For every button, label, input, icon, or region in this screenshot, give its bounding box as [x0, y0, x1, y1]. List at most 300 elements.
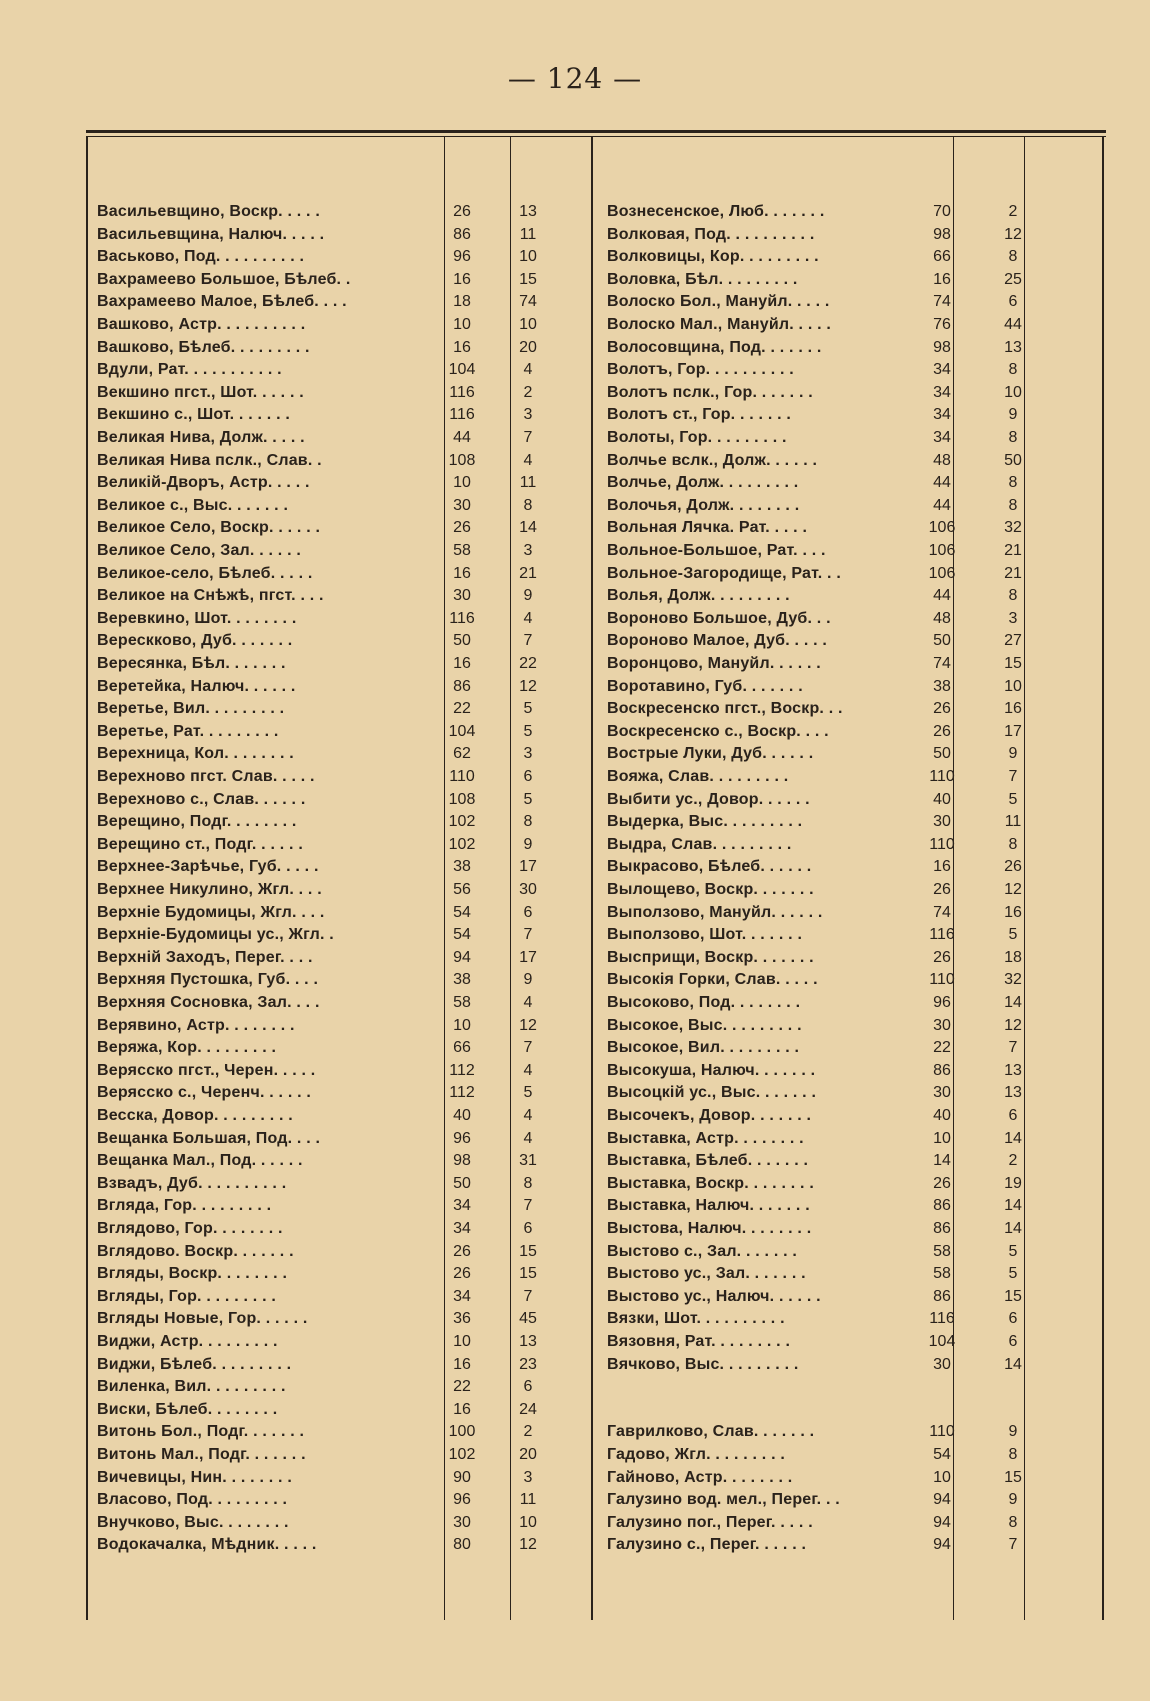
square-number: 12 — [1004, 881, 1022, 898]
square-number: 14 — [1004, 1220, 1022, 1237]
place-name: Высокуша, Налюч. . . . . . . — [607, 1061, 816, 1079]
table-row — [86, 584, 1106, 607]
square-number: 14 — [519, 519, 537, 537]
square-number: 7 — [523, 429, 533, 446]
square-number: 8 — [1008, 496, 1018, 514]
place-name: Выползово, Шот. . . . . . . — [607, 926, 803, 944]
map-sheet-number: 74 — [933, 655, 951, 672]
place-name: Веряжа, Кор. . . . . . . . . — [97, 1039, 277, 1057]
square-number: 4 — [523, 609, 533, 627]
table-row — [86, 1398, 1106, 1421]
square-number: 10 — [1004, 383, 1022, 401]
place-name: Веретейка, Налюч. . . . . . — [97, 677, 296, 695]
square-number: 15 — [519, 270, 537, 288]
square-number: 6 — [1008, 293, 1018, 311]
place-name: Высокія Горки, Слав. . . . . — [607, 971, 818, 989]
square-number: 2 — [1008, 203, 1018, 220]
place-name: Великая Нива пслк., Слав. . — [97, 451, 322, 469]
square-number: 7 — [523, 632, 533, 650]
place-name: Веревкино, Шот. . . . . . . . — [97, 609, 297, 627]
place-name: Высокое, Вил. . . . . . . . . — [607, 1039, 800, 1057]
square-number: 45 — [519, 1310, 537, 1328]
place-name: Воскресенско пгст., Воскр. . . — [607, 700, 843, 718]
table-row — [86, 426, 1106, 449]
place-name: Вглядово, Гор. . . . . . . . — [97, 1220, 283, 1237]
square-number: 21 — [1004, 564, 1022, 582]
map-sheet-number: 110 — [929, 971, 955, 989]
place-name: Волчье, Долж. . . . . . . . . — [607, 474, 799, 492]
place-name: Вознесенское, Люб. . . . . . . — [607, 203, 825, 220]
square-number: 50 — [1004, 451, 1022, 469]
map-sheet-number: 54 — [453, 926, 471, 944]
map-sheet-number: 98 — [933, 225, 951, 243]
square-number: 31 — [519, 1152, 537, 1170]
table-row — [86, 1353, 1106, 1376]
square-number: 10 — [519, 316, 537, 333]
square-number: 13 — [1004, 1061, 1022, 1079]
square-number: 6 — [523, 903, 533, 921]
square-number: 14 — [1004, 1129, 1022, 1147]
place-name: Волочья, Долж. . . . . . . . — [607, 496, 800, 514]
square-number: 10 — [519, 1513, 537, 1531]
map-sheet-number: 26 — [453, 519, 471, 537]
place-name: Вахрамеево Малое, Бѣлеб. . . . — [97, 293, 347, 311]
square-number: 2 — [523, 383, 533, 401]
map-sheet-number: 116 — [449, 609, 475, 627]
square-number: 8 — [1008, 587, 1018, 605]
table-row — [86, 1081, 1106, 1104]
place-name: Великая Нива, Долж. . . . . — [97, 429, 305, 446]
map-sheet-number: 10 — [453, 316, 471, 333]
place-name: Выползово, Мануйл. . . . . . — [607, 903, 823, 921]
square-number: 14 — [1004, 1355, 1022, 1373]
place-name: Воловка, Бѣл. . . . . . . . . — [607, 270, 798, 288]
square-number: 14 — [1004, 994, 1022, 1011]
place-name: Вещанка Мал., Под. . . . . . — [97, 1152, 303, 1170]
table-row — [86, 381, 1106, 404]
map-sheet-number: 110 — [929, 835, 955, 853]
square-number: 30 — [519, 881, 537, 898]
square-number: 5 — [1008, 926, 1018, 944]
place-name: Волковая, Под. . . . . . . . . . — [607, 225, 815, 243]
map-sheet-number: 74 — [933, 293, 951, 311]
map-sheet-number: 16 — [453, 564, 471, 582]
square-number: 4 — [523, 1107, 533, 1124]
square-number: 19 — [1004, 1174, 1022, 1192]
square-number: 6 — [1008, 1333, 1018, 1350]
place-name: Власово, Под. . . . . . . . . — [97, 1491, 288, 1509]
map-sheet-number: 40 — [453, 1107, 471, 1124]
place-name: Воскресенско с., Воскр. . . . — [607, 722, 829, 740]
map-sheet-number: 22 — [453, 1378, 471, 1396]
square-number: 6 — [523, 1220, 533, 1237]
square-number: 13 — [519, 203, 537, 220]
square-number: 15 — [1004, 1468, 1022, 1486]
map-sheet-number: 26 — [933, 700, 951, 718]
square-number: 12 — [519, 1016, 537, 1034]
place-name: Вязки, Шот. . . . . . . . . . — [607, 1310, 785, 1328]
table-row — [86, 1059, 1106, 1082]
place-name: Вылощево, Воскр. . . . . . . — [607, 881, 814, 898]
place-name: Вгляды, Гор. . . . . . . . . — [97, 1287, 277, 1305]
place-name: Веретье, Вил. . . . . . . . . — [97, 700, 285, 718]
place-name: Васьково, Под. . . . . . . . . . — [97, 248, 305, 266]
place-name: Витонь Мал., Подг. . . . . . . — [97, 1446, 306, 1463]
square-number: 5 — [523, 700, 533, 718]
table-row — [86, 1240, 1106, 1263]
square-number: 7 — [523, 1039, 533, 1057]
place-name: Выкрасово, Бѣлеб. . . . . . — [607, 858, 812, 876]
square-number: 12 — [519, 677, 537, 695]
map-sheet-number: 86 — [933, 1061, 951, 1079]
table-row — [86, 268, 1106, 291]
square-number: 7 — [523, 1287, 533, 1305]
place-name: Вгляды Новые, Гор. . . . . . — [97, 1310, 308, 1328]
map-sheet-number: 110 — [449, 768, 475, 785]
place-name: Вязовня, Рат. . . . . . . . . — [607, 1333, 791, 1350]
map-sheet-number: 106 — [928, 519, 956, 537]
place-name: Верхнее Никулино, Жгл. . . . — [97, 881, 322, 898]
map-sheet-number: 110 — [929, 1423, 955, 1441]
table-row — [86, 1330, 1106, 1353]
place-name: Виски, Бѣлеб. . . . . . . . — [97, 1400, 278, 1418]
square-number: 7 — [1008, 1039, 1018, 1057]
map-sheet-number: 34 — [933, 429, 951, 446]
square-number: 21 — [519, 564, 537, 582]
map-sheet-number: 86 — [933, 1220, 951, 1237]
square-number: 2 — [1008, 1152, 1018, 1170]
map-sheet-number: 104 — [928, 1333, 956, 1350]
square-number: 8 — [523, 496, 533, 514]
square-number: 6 — [1008, 1310, 1018, 1328]
map-sheet-number: 30 — [933, 1355, 951, 1373]
map-sheet-number: 38 — [453, 858, 471, 876]
place-name: Виджи, Астр. . . . . . . . . — [97, 1333, 278, 1350]
place-name: Великій-Дворъ, Астр. . . . . — [97, 474, 310, 492]
place-name: Вдули, Рат. . . . . . . . . . . — [97, 361, 282, 379]
place-name: Верескково, Дуб. . . . . . . — [97, 632, 293, 650]
square-number: 11 — [519, 1491, 537, 1509]
square-number: 15 — [1004, 655, 1022, 672]
map-sheet-number: 18 — [453, 293, 471, 311]
map-sheet-number: 66 — [453, 1039, 471, 1057]
table-row — [86, 833, 1106, 856]
map-sheet-number: 16 — [453, 338, 471, 356]
map-sheet-number: 90 — [453, 1468, 471, 1486]
table-row — [86, 697, 1106, 720]
place-name: Великое-село, Бѣлеб. . . . . — [97, 564, 313, 582]
place-name: Верехново с., Слав. . . . . . — [97, 790, 306, 808]
map-sheet-number: 96 — [453, 1129, 471, 1147]
map-sheet-number: 104 — [448, 722, 476, 740]
map-sheet-number: 26 — [453, 203, 471, 220]
map-sheet-number: 108 — [448, 451, 476, 469]
place-name: Вольная Лячка. Рат. . . . . — [607, 519, 808, 537]
map-sheet-number: 30 — [933, 813, 951, 831]
square-number: 5 — [1008, 1242, 1018, 1260]
map-sheet-number: 74 — [933, 903, 951, 921]
square-number: 9 — [1008, 1491, 1018, 1509]
table-top-rule — [86, 130, 1106, 133]
table-row — [86, 200, 1106, 223]
table-row — [86, 336, 1106, 359]
place-name: Гадово, Жгл. . . . . . . . . — [607, 1446, 786, 1463]
square-number: 3 — [523, 745, 533, 763]
map-sheet-number: 44 — [933, 474, 951, 492]
square-number: 7 — [1008, 768, 1018, 785]
table-row — [86, 968, 1106, 991]
square-number: 5 — [523, 790, 533, 808]
place-name: Веретье, Рат. . . . . . . . . — [97, 722, 279, 740]
table-row — [86, 516, 1106, 539]
table-row — [86, 675, 1106, 698]
table-row — [86, 1127, 1106, 1150]
map-sheet-number: 16 — [453, 655, 471, 672]
square-number: 5 — [1008, 790, 1018, 808]
place-name: Волоско Бол., Мануйл. . . . . — [607, 293, 830, 311]
place-name: Верхняя Сосновка, Зал. . . . — [97, 994, 320, 1011]
table-row — [86, 1262, 1106, 1285]
table-row — [86, 901, 1106, 924]
place-name: Вересянка, Бѣл. . . . . . . — [97, 655, 286, 672]
square-number: 32 — [1004, 519, 1022, 537]
map-sheet-number: 16 — [933, 270, 951, 288]
square-number: 8 — [1008, 1513, 1018, 1531]
map-sheet-number: 16 — [453, 1400, 471, 1418]
map-sheet-number: 76 — [933, 316, 951, 333]
table-row — [86, 810, 1106, 833]
place-name: Выстово ус., Налюч. . . . . . — [607, 1287, 821, 1305]
place-name: Верхнее-Зарѣчье, Губ. . . . . — [97, 858, 319, 876]
map-sheet-number: 22 — [933, 1039, 951, 1057]
square-number: 4 — [523, 361, 533, 379]
place-name: Волковицы, Кор. . . . . . . . . — [607, 248, 819, 266]
map-sheet-number: 34 — [453, 1197, 471, 1215]
map-sheet-number: 26 — [933, 881, 951, 898]
map-sheet-number: 96 — [453, 1491, 471, 1509]
place-name: Выставка, Бѣлеб. . . . . . . — [607, 1152, 809, 1170]
place-name: Выбити ус., Довор. . . . . . — [607, 790, 810, 808]
map-sheet-number: 94 — [933, 1536, 951, 1554]
square-number: 8 — [523, 813, 533, 831]
square-number: 7 — [523, 926, 533, 944]
table-row — [86, 946, 1106, 969]
table-row — [86, 1488, 1106, 1511]
map-sheet-number: 58 — [933, 1265, 951, 1283]
map-sheet-number: 36 — [453, 1310, 471, 1328]
map-sheet-number: 34 — [453, 1220, 471, 1237]
table-row — [86, 223, 1106, 246]
square-number: 27 — [1004, 632, 1022, 650]
square-number: 20 — [519, 1446, 537, 1463]
place-name: Васильевщино, Воскр. . . . . — [97, 203, 320, 220]
map-sheet-number: 30 — [933, 1016, 951, 1034]
map-sheet-number: 10 — [453, 1333, 471, 1350]
index-table — [86, 130, 1106, 1620]
square-number: 12 — [1004, 1016, 1022, 1034]
table-row — [86, 539, 1106, 562]
place-name: Вороново Большое, Дуб. . . — [607, 609, 831, 627]
place-name: Верясско с., Черенч. . . . . . — [97, 1084, 312, 1102]
place-name: Верехново пгст. Слав. . . . . — [97, 768, 315, 785]
square-number: 8 — [1008, 1446, 1018, 1463]
table-row — [86, 652, 1106, 675]
place-name: Высочекъ, Довор. . . . . . . — [607, 1107, 812, 1124]
table-row — [86, 449, 1106, 472]
map-sheet-number: 26 — [453, 1265, 471, 1283]
place-name: Вольное-Большое, Рат. . . . — [607, 542, 826, 559]
table-row — [86, 1014, 1106, 1037]
square-number: 9 — [1008, 406, 1018, 424]
place-name: Векшино пгст., Шот. . . . . . — [97, 383, 304, 401]
place-name: Высоцкій ус., Выс. . . . . . . — [607, 1084, 817, 1102]
map-sheet-number: 10 — [933, 1468, 951, 1486]
place-name: Выставка, Воскр. . . . . . . . — [607, 1174, 814, 1192]
map-sheet-number: 54 — [453, 903, 471, 921]
place-name: Виленка, Вил. . . . . . . . . — [97, 1378, 286, 1396]
square-number: 13 — [519, 1333, 537, 1350]
square-number: 3 — [523, 542, 533, 559]
square-number: 14 — [1004, 1197, 1022, 1215]
map-sheet-number: 58 — [453, 542, 471, 559]
square-number: 16 — [1004, 700, 1022, 718]
square-number: 3 — [1008, 609, 1018, 627]
place-name: Вольное-Загородище, Рат. . . — [607, 564, 841, 582]
place-name: Великое Село, Зал. . . . . . — [97, 542, 302, 559]
square-number: 9 — [523, 835, 533, 853]
table-row — [86, 1420, 1106, 1443]
map-sheet-number: 50 — [933, 745, 951, 763]
map-sheet-number: 112 — [449, 1061, 475, 1079]
place-name: Вещанка Большая, Под. . . . — [97, 1129, 321, 1147]
place-name: Выстова, Налюч. . . . . . . . — [607, 1220, 812, 1237]
table-row — [86, 765, 1106, 788]
place-name: Воротавино, Губ. . . . . . . — [607, 677, 803, 695]
place-name: Вашково, Бѣлеб. . . . . . . . . — [97, 338, 310, 356]
table-row — [86, 1443, 1106, 1466]
place-name: Вгляда, Гор. . . . . . . . . — [97, 1197, 272, 1215]
table-row — [86, 562, 1106, 585]
map-sheet-number: 26 — [933, 1174, 951, 1192]
place-name: Вашково, Астр. . . . . . . . . . — [97, 316, 306, 333]
map-sheet-number: 94 — [933, 1491, 951, 1509]
map-sheet-number: 10 — [933, 1129, 951, 1147]
table-row — [86, 471, 1106, 494]
place-name: Галузино с., Перег. . . . . . — [607, 1536, 807, 1554]
map-sheet-number: 40 — [933, 1107, 951, 1124]
map-sheet-number: 116 — [449, 406, 475, 424]
square-number: 11 — [519, 225, 537, 243]
square-number: 17 — [519, 858, 537, 876]
map-sheet-number: 106 — [928, 564, 956, 582]
place-name: Высоково, Под. . . . . . . . — [607, 994, 801, 1011]
map-sheet-number: 48 — [933, 451, 951, 469]
square-number: 44 — [1004, 316, 1022, 333]
map-sheet-number: 44 — [453, 429, 471, 446]
map-sheet-number: 48 — [933, 609, 951, 627]
place-name: Волотъ, Гор. . . . . . . . . . — [607, 361, 794, 379]
map-sheet-number: 86 — [453, 225, 471, 243]
square-number: 13 — [1004, 338, 1022, 356]
table-row — [86, 629, 1106, 652]
square-number: 5 — [1008, 1265, 1018, 1283]
table-row — [86, 991, 1106, 1014]
square-number: 21 — [1004, 542, 1022, 559]
place-name: Выдра, Слав. . . . . . . . . — [607, 835, 792, 853]
place-name: Выстово ус., Зал. . . . . . . — [607, 1265, 806, 1283]
square-number: 4 — [523, 451, 533, 469]
square-number: 3 — [523, 406, 533, 424]
square-number: 15 — [519, 1242, 537, 1260]
square-number: 10 — [1004, 677, 1022, 695]
square-number: 9 — [523, 971, 533, 989]
table-row — [86, 1533, 1106, 1556]
map-sheet-number: 44 — [933, 587, 951, 605]
square-number: 15 — [519, 1265, 537, 1283]
map-sheet-number: 22 — [453, 700, 471, 718]
table-row — [86, 1172, 1106, 1195]
place-name: Верхніе Будомицы, Жгл. . . . — [97, 903, 325, 921]
square-number: 32 — [1004, 971, 1022, 989]
square-number: 22 — [519, 655, 537, 672]
place-name: Взвадъ, Дуб. . . . . . . . . . — [97, 1174, 287, 1192]
map-sheet-number: 58 — [933, 1242, 951, 1260]
place-name: Волосовщина, Под. . . . . . . — [607, 338, 822, 356]
map-sheet-number: 26 — [933, 948, 951, 966]
map-sheet-number: 80 — [453, 1536, 471, 1554]
map-sheet-number: 96 — [933, 994, 951, 1011]
map-sheet-number: 54 — [933, 1446, 951, 1463]
map-sheet-number: 14 — [933, 1152, 951, 1170]
place-name: Волья, Долж. . . . . . . . . — [607, 587, 790, 605]
place-name: Волотъ пслк., Гор. . . . . . . — [607, 383, 813, 401]
map-sheet-number: 26 — [453, 1242, 471, 1260]
table-row — [86, 720, 1106, 743]
square-number: 18 — [1004, 948, 1022, 966]
map-sheet-number: 50 — [453, 632, 471, 650]
place-name: Вглядово. Воскр. . . . . . . — [97, 1242, 294, 1260]
place-name: Великое на Снѣжѣ, пгст. . . . — [97, 587, 324, 605]
map-sheet-number: 116 — [929, 1310, 955, 1328]
table-row — [86, 313, 1106, 336]
place-name: Вичевицы, Нин. . . . . . . . — [97, 1468, 292, 1486]
map-sheet-number: 102 — [448, 835, 476, 853]
place-name: Гайново, Астр. . . . . . . . — [607, 1468, 793, 1486]
place-name: Выставка, Налюч. . . . . . . — [607, 1197, 810, 1215]
place-name: Волоско Мал., Мануйл. . . . . — [607, 316, 832, 333]
map-sheet-number: 116 — [929, 926, 955, 944]
place-name: Верясско пгст., Черен. . . . . — [97, 1061, 316, 1079]
square-number: 8 — [1008, 474, 1018, 492]
square-number: 2 — [523, 1423, 533, 1441]
map-sheet-number: 110 — [929, 768, 955, 785]
map-sheet-number: 106 — [928, 542, 956, 559]
place-name: Вояжа, Слав. . . . . . . . . — [607, 768, 789, 785]
place-name: Высокое, Выс. . . . . . . . . — [607, 1016, 802, 1034]
table-row — [86, 923, 1106, 946]
map-sheet-number: 98 — [933, 338, 951, 356]
map-sheet-number: 26 — [933, 722, 951, 740]
map-sheet-number: 10 — [453, 474, 471, 492]
place-name: Великое Село, Воскр. . . . . . — [97, 519, 321, 537]
map-sheet-number: 44 — [933, 496, 951, 514]
square-number: 9 — [1008, 745, 1018, 763]
square-number: 6 — [523, 1378, 533, 1396]
map-sheet-number: 34 — [933, 406, 951, 424]
place-name: Васильевщина, Налюч. . . . . — [97, 225, 325, 243]
square-number: 6 — [1008, 1107, 1018, 1124]
table-row — [86, 1217, 1106, 1240]
